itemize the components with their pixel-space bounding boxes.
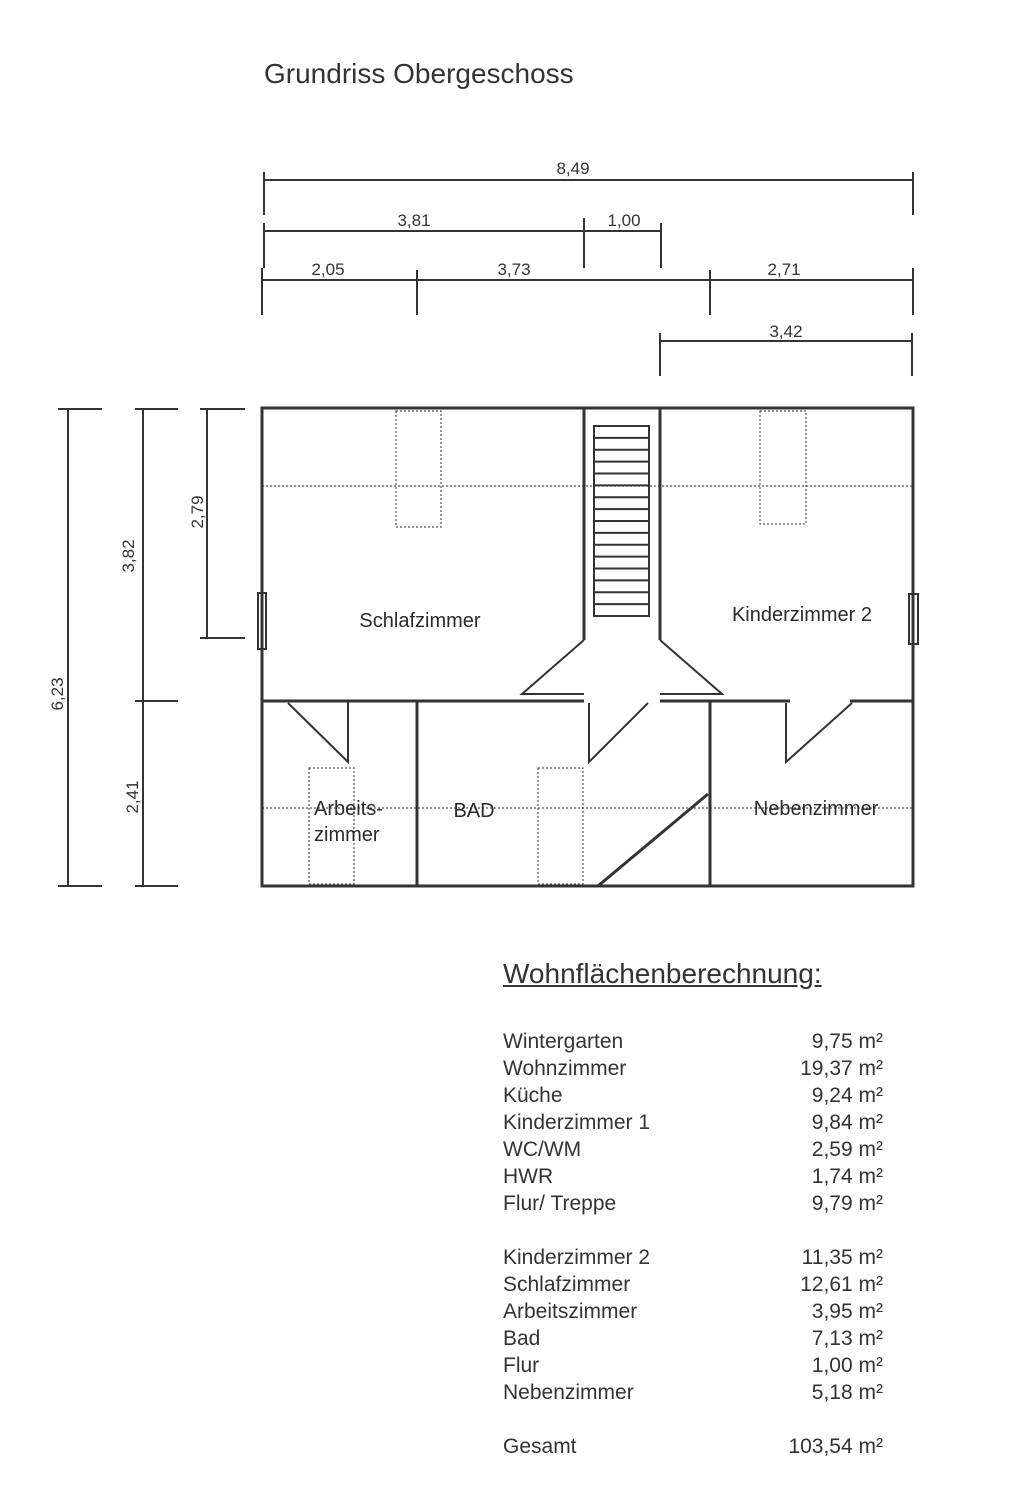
room-name: WC/WM (503, 1138, 582, 1161)
room-area: 2,59 m² (811, 1138, 883, 1161)
vertical-dimensions (48, 409, 245, 886)
calculation-row (503, 1136, 883, 1163)
page-title: Grundriss Obergeschoss (264, 58, 574, 89)
room-label-arbeitszimmer-line1: Arbeits- (314, 798, 383, 820)
room-name: Flur/ Treppe (503, 1192, 617, 1215)
staircase (594, 426, 649, 616)
room-area: 11,35 m² (801, 1246, 883, 1269)
dim-3-42: 3,42 (769, 322, 803, 341)
room-name: Wintergarten (503, 1030, 624, 1053)
room-area: 1,00 m² (811, 1354, 883, 1377)
dim-2-05: 2,05 (311, 260, 345, 279)
room-name: Kinderzimmer 2 (503, 1246, 651, 1269)
room-label-bad: BAD (453, 800, 495, 822)
door-swings (288, 640, 852, 886)
room-area: 12,61 m² (800, 1273, 883, 1296)
room-name: Arbeitszimmer (503, 1300, 638, 1323)
room-name: Bad (503, 1327, 541, 1350)
room-name: Nebenzimmer (503, 1381, 634, 1404)
dim-3-82: 3,82 (119, 539, 138, 573)
room-label-nebenzimmer: Nebenzimmer (753, 798, 879, 820)
room-area: 9,79 m² (811, 1192, 883, 1215)
room-name: Wohnzimmer (503, 1057, 627, 1080)
calculation-heading: Wohnflächenberechnung: (503, 958, 822, 989)
calculation-row (503, 1271, 883, 1298)
dim-2-79: 2,79 (188, 495, 207, 529)
room-name: Küche (503, 1084, 563, 1107)
calculation-row (503, 1325, 883, 1352)
dim-2-71: 2,71 (767, 260, 801, 279)
room-area: 7,13 m² (811, 1327, 883, 1350)
dim-3-81: 3,81 (397, 211, 431, 230)
calculation-group-upper-floor (503, 1244, 883, 1406)
horizontal-dimensions (262, 159, 913, 376)
calculation-row (503, 1244, 883, 1271)
room-name: Flur (503, 1354, 540, 1377)
room-label-arbeitszimmer-line2: zimmer (314, 824, 380, 846)
room-area: 3,95 m² (811, 1300, 883, 1323)
calculation-row (503, 1190, 883, 1217)
calculation-row (503, 1082, 883, 1109)
area-calculation (503, 958, 883, 1460)
room-label-kinderzimmer-2: Kinderzimmer 2 (731, 604, 873, 626)
room-area: 1,74 m² (811, 1165, 883, 1188)
room-name: HWR (503, 1165, 554, 1188)
calculation-row (503, 1379, 883, 1406)
total-area: 103,54 m² (788, 1435, 883, 1458)
dim-3-73: 3,73 (497, 260, 531, 279)
room-area: 19,37 m² (800, 1057, 883, 1080)
dim-overall-width: 8,49 (556, 159, 590, 178)
calculation-row (503, 1055, 883, 1082)
calculation-total-row (503, 1433, 883, 1460)
total-label: Gesamt (503, 1435, 577, 1458)
calculation-row (503, 1163, 883, 1190)
room-area: 9,75 m² (811, 1030, 883, 1053)
dim-1-00: 1,00 (607, 211, 641, 230)
calculation-group-ground-floor (503, 1028, 883, 1217)
calculation-row (503, 1028, 883, 1055)
room-name: Kinderzimmer 1 (503, 1111, 651, 1134)
room-area: 9,84 m² (811, 1111, 883, 1134)
dim-6-23: 6,23 (48, 677, 67, 711)
calculation-row (503, 1109, 883, 1136)
room-area: 5,18 m² (811, 1381, 883, 1404)
calculation-row (503, 1298, 883, 1325)
dim-2-41: 2,41 (123, 780, 142, 814)
calculation-row (503, 1352, 883, 1379)
room-name: Schlafzimmer (503, 1273, 631, 1296)
room-area: 9,24 m² (811, 1084, 883, 1107)
room-label-schlafzimmer: Schlafzimmer (359, 610, 481, 632)
